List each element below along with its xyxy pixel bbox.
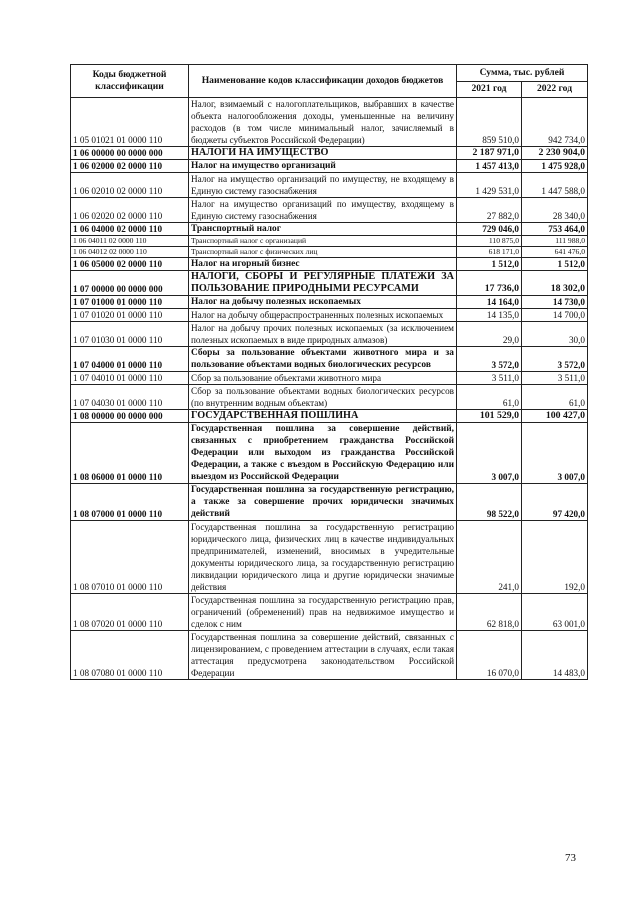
row-name: Сбор за пользование объектами водных биологических ресурсов (по внутренним водным объектам) — [189, 385, 457, 410]
row-amount-2022: 641 476,0 — [522, 247, 588, 258]
row-amount-2022: 942 734,0 — [522, 98, 588, 147]
row-name: Сбор за пользование объектами животного мира — [189, 372, 457, 385]
row-amount-2021: 29,0 — [457, 322, 522, 347]
row-amount-2022: 30,0 — [522, 322, 588, 347]
row-amount-2021: 1 429 531,0 — [457, 173, 522, 198]
row-name: Налог на имущество организаций по имуществу, входящему в Единую систему газоснабжения — [189, 198, 457, 223]
row-amount-2021: 61,0 — [457, 385, 522, 410]
row-amount-2021: 110 875,0 — [457, 236, 522, 247]
row-amount-2022: 18 302,0 — [522, 271, 588, 296]
row-amount-2022: 14 483,0 — [522, 631, 588, 680]
row-amount-2021: 101 529,0 — [457, 410, 522, 423]
row-name: Налог на имущество организаций по имуществу, не входящему в Единую систему газоснабжения — [189, 173, 457, 198]
row-amount-2022: 111 988,0 — [522, 236, 588, 247]
table-row — [71, 521, 588, 594]
page-number: 73 — [565, 852, 576, 864]
row-amount-2022: 97 420,0 — [522, 484, 588, 521]
row-amount-2021: 62 818,0 — [457, 594, 522, 631]
row-code: 1 06 04000 02 0000 110 — [71, 223, 189, 236]
row-amount-2021: 3 572,0 — [457, 347, 522, 372]
row-amount-2022: 3 007,0 — [522, 423, 588, 484]
table-row — [71, 347, 588, 372]
table-row — [71, 296, 588, 309]
column-header-sum: Сумма, тыс. рублей — [457, 65, 588, 82]
row-amount-2021: 729 046,0 — [457, 223, 522, 236]
row-code: 1 08 00000 00 0000 000 — [71, 410, 189, 423]
table-row — [71, 236, 588, 247]
row-name: Государственная пошлина за государственную регистрацию прав, ограничений (обременений) прав на недвижимое имущество и сделок с ним — [189, 594, 457, 631]
table-row — [71, 160, 588, 173]
row-amount-2021: 859 510,0 — [457, 98, 522, 147]
row-amount-2022: 61,0 — [522, 385, 588, 410]
table-row — [71, 258, 588, 271]
row-amount-2021: 3 007,0 — [457, 423, 522, 484]
row-amount-2022: 1 447 588,0 — [522, 173, 588, 198]
column-header-year-2022: 2022 год — [522, 81, 588, 98]
row-amount-2022: 3 572,0 — [522, 347, 588, 372]
row-code: 1 06 02010 02 0000 110 — [71, 173, 189, 198]
row-name: Государственная пошлина за совершение действий, связанных с приобретением гражданства Российской Федерации или выходом из гражданства Российской Федерации, а также с въездом в Российскую Федерацию или выездом из Российской Федерации — [189, 423, 457, 484]
row-amount-2022: 100 427,0 — [522, 410, 588, 423]
row-amount-2022: 3 511,0 — [522, 372, 588, 385]
row-code: 1 07 01020 01 0000 110 — [71, 309, 189, 322]
table-row — [71, 98, 588, 147]
row-name: Транспортный налог с физических лиц — [189, 247, 457, 258]
row-code: 1 08 07010 01 0000 110 — [71, 521, 189, 594]
row-name: Государственная пошлина за государственную регистрацию юридического лица, физических лиц в качестве индивидуальных предпринимателей, изменений, вносимых в учредительные документы юридического лица, за государственную регистрацию ликвидации юридического лица и другие юридически значимые действия — [189, 521, 457, 594]
row-name: Транспортный налог с организаций — [189, 236, 457, 247]
table-row — [71, 410, 588, 423]
row-name: Налог на игорный бизнес — [189, 258, 457, 271]
column-header-year-2021: 2021 год — [457, 81, 522, 98]
row-amount-2021: 618 171,0 — [457, 247, 522, 258]
row-name: Государственная пошлина за государственную регистрацию, а также за совершение прочих юридически значимых действий — [189, 484, 457, 521]
row-code: 1 06 05000 02 0000 110 — [71, 258, 189, 271]
row-amount-2022: 14 730,0 — [522, 296, 588, 309]
row-name: НАЛОГИ, СБОРЫ И РЕГУЛЯРНЫЕ ПЛАТЕЖИ ЗА ПОЛЬЗОВАНИЕ ПРИРОДНЫМИ РЕСУРСАМИ — [189, 271, 457, 296]
row-amount-2021: 3 511,0 — [457, 372, 522, 385]
row-code: 1 08 06000 01 0000 110 — [71, 423, 189, 484]
row-code: 1 08 07080 01 0000 110 — [71, 631, 189, 680]
row-amount-2022: 63 001,0 — [522, 594, 588, 631]
row-code: 1 07 00000 00 0000 000 — [71, 271, 189, 296]
table-row — [71, 594, 588, 631]
row-name: Налог, взимаемый с налогоплательщиков, выбравших в качестве объекта налогообложения доходы, уменьшенные на величину расходов (в том числе минимальный налог, зачисляемый в бюджеты субъектов Российской Федерации) — [189, 98, 457, 147]
table-header-row — [71, 65, 588, 82]
row-name: Налог на добычу общераспространенных полезных ископаемых — [189, 309, 457, 322]
table-row — [71, 173, 588, 198]
row-amount-2021: 14 135,0 — [457, 309, 522, 322]
table-row — [71, 309, 588, 322]
row-amount-2021: 14 164,0 — [457, 296, 522, 309]
row-name: ГОСУДАРСТВЕННАЯ ПОШЛИНА — [189, 410, 457, 423]
row-code: 1 06 02020 02 0000 110 — [71, 198, 189, 223]
row-amount-2021: 16 070,0 — [457, 631, 522, 680]
row-amount-2022: 1 475 928,0 — [522, 160, 588, 173]
row-name: Налог на добычу прочих полезных ископаемых (за исключением полезных ископаемых в виде природных алмазов) — [189, 322, 457, 347]
row-code: 1 08 07020 01 0000 110 — [71, 594, 189, 631]
column-header-names: Наименование кодов классификации доходов бюджетов — [189, 65, 457, 98]
row-amount-2022: 14 700,0 — [522, 309, 588, 322]
row-amount-2021: 17 736,0 — [457, 271, 522, 296]
table-row — [71, 423, 588, 484]
row-name: НАЛОГИ НА ИМУЩЕСТВО — [189, 147, 457, 160]
row-name: Государственная пошлина за совершение действий, связанных с лицензированием, с проведением аттестации в случаях, если такая аттестация предусмотрена законодательством Российской Федерации — [189, 631, 457, 680]
row-code: 1 06 02000 02 0000 110 — [71, 160, 189, 173]
row-amount-2021: 241,0 — [457, 521, 522, 594]
table-row — [71, 247, 588, 258]
row-code: 1 07 01000 01 0000 110 — [71, 296, 189, 309]
row-amount-2021: 2 187 971,0 — [457, 147, 522, 160]
row-code: 1 06 04011 02 0000 110 — [71, 236, 189, 247]
row-amount-2021: 27 882,0 — [457, 198, 522, 223]
column-header-codes: Коды бюджетной классификации — [71, 65, 189, 98]
table-row — [71, 385, 588, 410]
row-amount-2021: 98 522,0 — [457, 484, 522, 521]
table-row — [71, 372, 588, 385]
table-row — [71, 198, 588, 223]
table-row — [71, 631, 588, 680]
row-code: 1 07 04030 01 0000 110 — [71, 385, 189, 410]
row-name: Транспортный налог — [189, 223, 457, 236]
table-row — [71, 484, 588, 521]
row-amount-2022: 2 230 904,0 — [522, 147, 588, 160]
row-code: 1 08 07000 01 0000 110 — [71, 484, 189, 521]
row-amount-2021: 1 512,0 — [457, 258, 522, 271]
row-amount-2022: 28 340,0 — [522, 198, 588, 223]
row-name: Налог на добычу полезных ископаемых — [189, 296, 457, 309]
row-code: 1 07 04010 01 0000 110 — [71, 372, 189, 385]
row-name: Сборы за пользование объектами животного мира и за пользование объектами водных биологических ресурсов — [189, 347, 457, 372]
row-code: 1 06 04012 02 0000 110 — [71, 247, 189, 258]
row-code: 1 06 00000 00 0000 000 — [71, 147, 189, 160]
row-name: Налог на имущество организаций — [189, 160, 457, 173]
budget-revenue-table — [70, 64, 588, 680]
table-row — [71, 322, 588, 347]
table-body — [71, 98, 588, 680]
table-row — [71, 147, 588, 160]
row-code: 1 07 01030 01 0000 110 — [71, 322, 189, 347]
table-row — [71, 271, 588, 296]
row-amount-2022: 192,0 — [522, 521, 588, 594]
row-amount-2022: 753 464,0 — [522, 223, 588, 236]
table-row — [71, 223, 588, 236]
row-code: 1 05 01021 01 0000 110 — [71, 98, 189, 147]
row-amount-2021: 1 457 413,0 — [457, 160, 522, 173]
row-code: 1 07 04000 01 0000 110 — [71, 347, 189, 372]
row-amount-2022: 1 512,0 — [522, 258, 588, 271]
